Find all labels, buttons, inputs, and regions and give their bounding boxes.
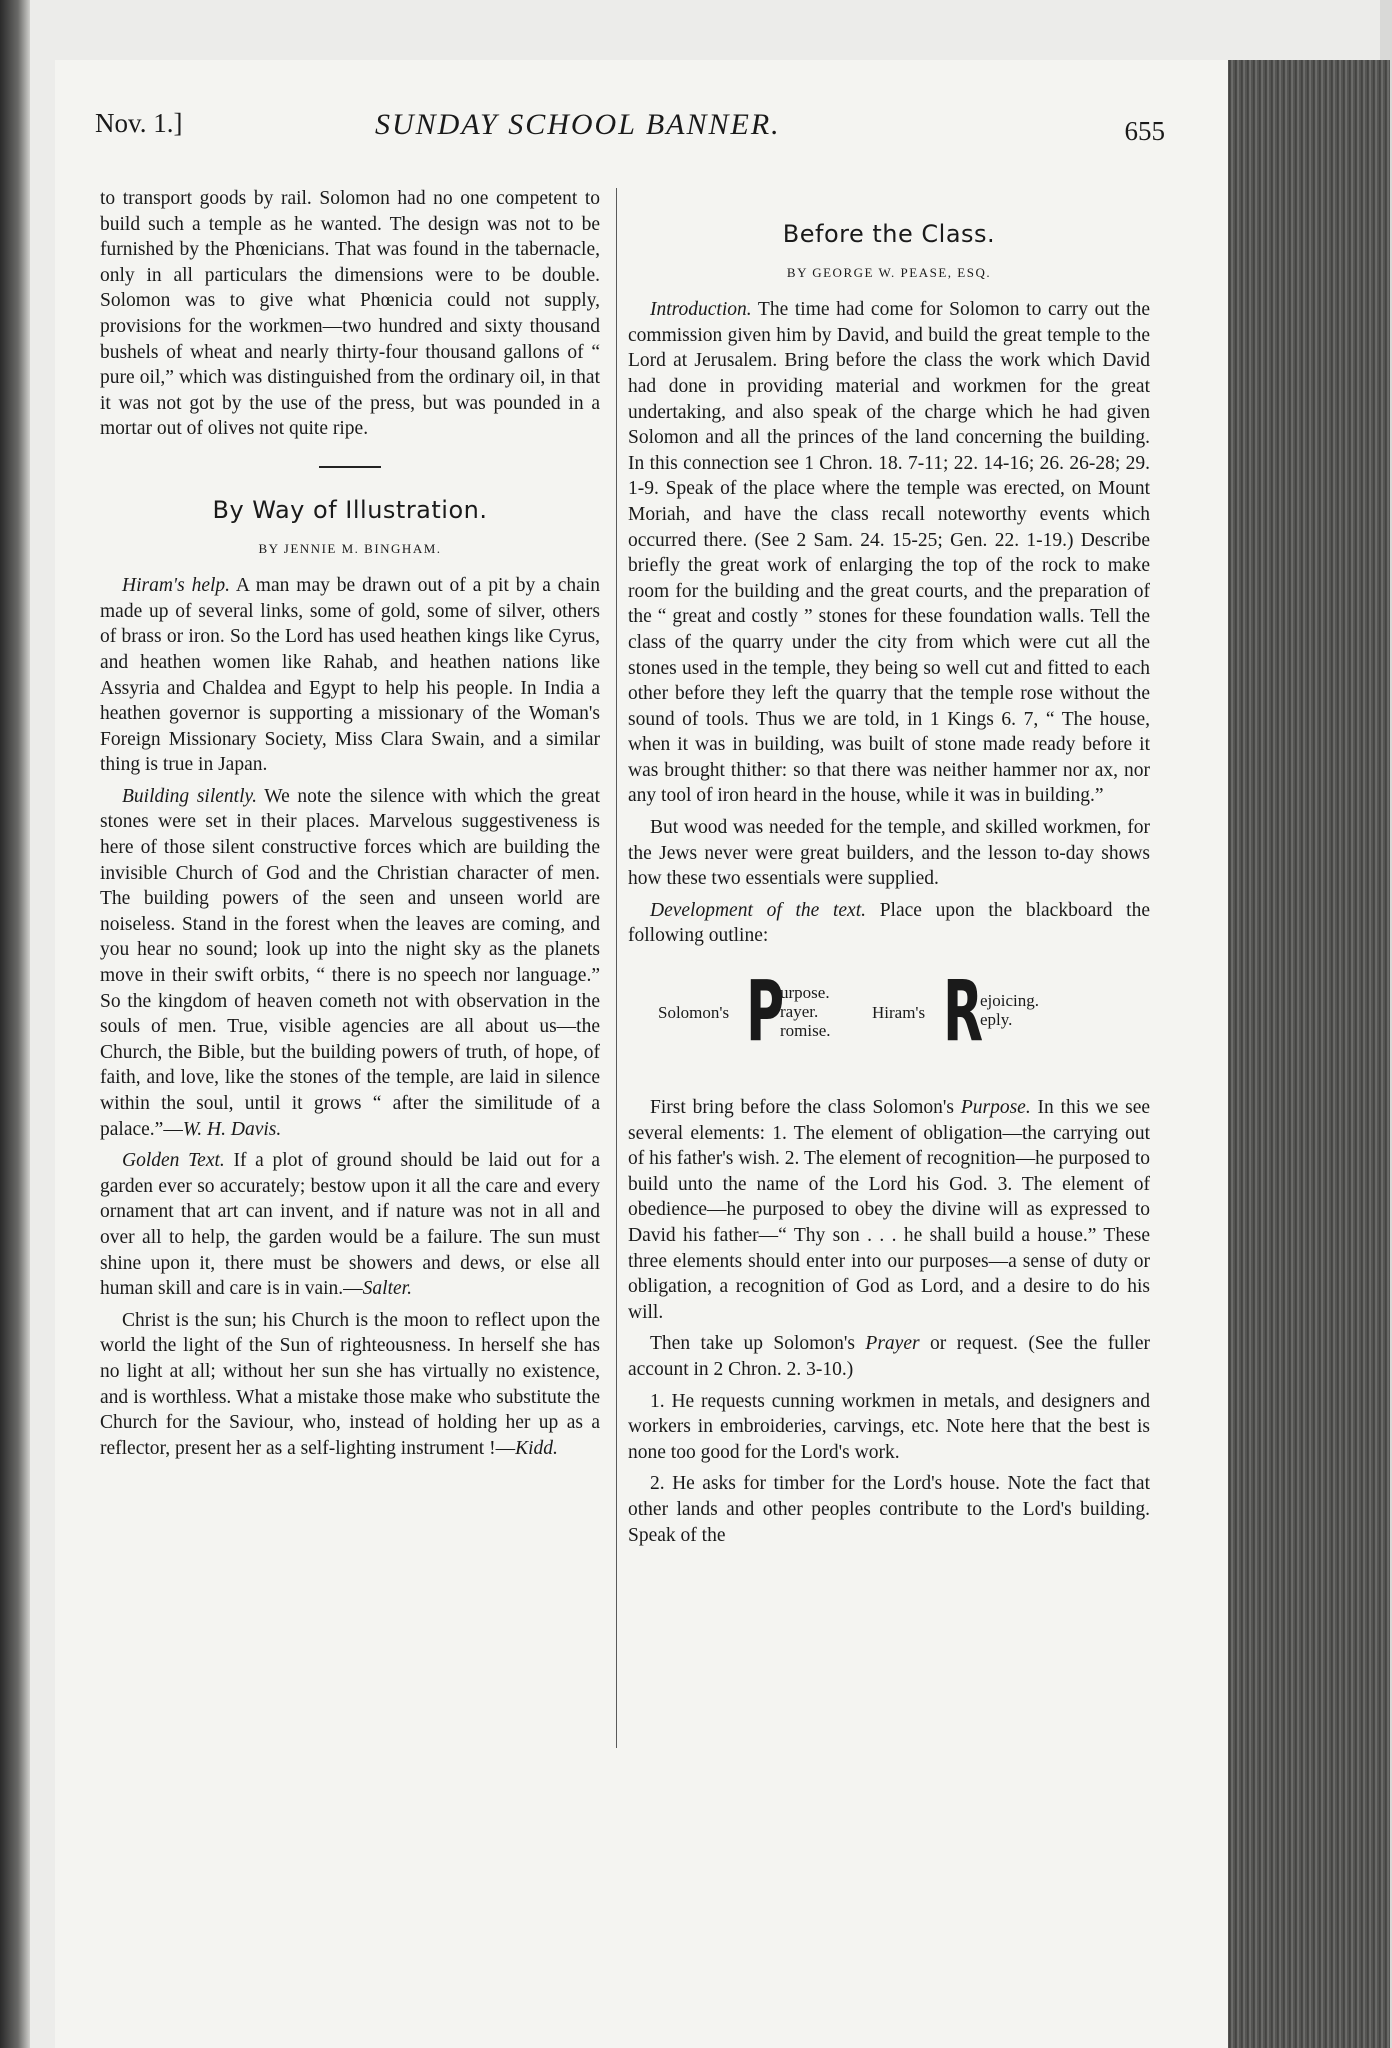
- section-rule: [319, 466, 381, 468]
- paragraph-wood-needed: But wood was needed for the temple, and skilled workmen, for the Jews never were great builders, and the lesson to-day shows how these two essentials were supplied.: [628, 817, 1150, 890]
- attribution: Salter.: [362, 1278, 412, 1300]
- continued-paragraph: to transport goods by rail. Solomon had no one competent to build such a temple as he wanted. The design was not to be furnished by the Phœnicians. That was found in the tabernacle, only in all particulars the dimensions were to be double. Solomon was to give what Phœnicia could not supply, provisions for the workmen—two hundred and sixty thousand bushels of wheat and nearly thirty-four thousand gallons of “ pure oil,” which was distinguished from the ordinary oil, in that it was not got by the use of the press, but was pounded in a mortar out of olives not quite ripe.: [100, 188, 600, 440]
- paragraph-lead: Development of the text.: [650, 899, 866, 921]
- running-header: [95, 108, 1185, 158]
- paragraph-body: We note the silence with which the great stones were set in their places. Marvelous suggestiveness is here of those silent constructive forces which are building the invisible Church of God and the Christian character of men. The building powers of the seen and unseen world are noiseless. Stand in the forest when the leaves are coming, and you hear no sound; look up into the night sky as the planets move in their swift orbits, “ there is no speech nor language.” So the kingdom of heaven cometh not with observation in the souls of men. True, visible agencies are all about us—the Church, the Bible, but the building powers of truth, of hope, of faith, and love, like the stones of the temple, are laid in silence within the soul, until it grows “ after the similitude of a palace.”—: [100, 785, 600, 1140]
- paragraph-purpose: [628, 1095, 1150, 1325]
- paragraph-building-silently: [100, 784, 600, 1142]
- paragraph-body: The time had come for Solomon to carry out the commission given him by David, and build the great temple to the Lord at Jerusalem. Bring before the class the work which David had done in providing material and workmen for the great undertaking, and also speak of the charge which he had given Solomon and all the princes of the land concerning the building. In this connection see 1 Chron. 18. 7-11; 22. 14-16; 26. 26-28; 29. 1-9. Speak of the place where the temple was erected, on Mount Moriah, and have the class recall noteworthy events which occurred there. (See 2 Sam. 24. 15-25; Gen. 22. 1-19.) Describe briefly the great work of enlarging the top of the rock to make room for the building and the great courts, and the preparation of the “ great and costly ” stones for these foundation walls. Tell the class of the quarry under the city from which were cut all the stones used in the temple, they being so well cut and fitted to each other before they left the quarry that the temple rose without the sound of tools. Thus we are told, in 1 Kings 6. 7, “ The house, when it was in building, was built of stone made ready before it was brought thither: so that there was neither hammer nor ax, nor any tool of iron heard in the house, while it was in building.”: [628, 299, 1150, 807]
- paragraph-body: If a plot of ground should be laid out for a garden ever so accurately; bestow upon it all the care and every ornament that art can invent, and if nature was not in all and over all to help, the garden would be a failure. The sun must shine upon it, there must be showers and dews, or else all human skill and care is in vain.—: [100, 1150, 600, 1300]
- paragraph-body: In this we see several elements: 1. The element of obligation—the carrying out of his father's wish. 2. The element of recognition—he purposed to build unto the name of the Lord his God. 3. The element of obedience—he purposed to obey the divine will as expressed to David his father—“ Thy son . . . he shall build a house.” These three elements should enter into our purposes—a sense of duty or obligation, a recognition of God as Lord, and a desire to do his will.: [628, 1097, 1151, 1323]
- paragraph-lead: Introduction.: [650, 299, 752, 321]
- paragraph-request-one: 1. He requests cunning workmen in metals, and designers and workers in embroideries, carvings, etc. Note here that the best is none too good for the Lord's work.: [628, 1390, 1150, 1463]
- section-title-illustration: By Way of Illustration.: [212, 495, 488, 524]
- paragraph-development: [628, 898, 1150, 949]
- outline-words-p: [780, 983, 831, 1040]
- paragraph-golden-text: [100, 1148, 600, 1302]
- blackboard-outline: [628, 963, 1150, 1081]
- byline-pease: BY GEORGE W. PEASE, ESQ.: [786, 264, 992, 280]
- page-number: 655: [1124, 116, 1165, 146]
- book-page-edges: [1228, 60, 1390, 2048]
- paragraph-lead: Building silently.: [122, 785, 257, 807]
- outline-word: rayer.: [780, 1002, 819, 1022]
- outline-word: ejoicing.: [980, 991, 1040, 1011]
- paragraph-body: Place upon the blackboard the following outline:: [628, 899, 1151, 947]
- header-title: SUNDAY SCHOOL BANNER.: [375, 108, 781, 141]
- paragraph-body: A man may be drawn out of a pit by a chain made up of several links, some of gold, some of silver, others of brass or iron. So the Lord has used heathen kings like Cyrus, and heathen women like Rahab, and heathen nations like Assyria and Chaldea and Egypt to help his people. In India a heathen governor is supporting a missionary of the Woman's Foreign Missionary Society, Miss Clara Swain, and a similar thing is true in Japan.: [100, 575, 600, 776]
- header-date: Nov. 1.]: [95, 108, 183, 138]
- outline-word: romise.: [780, 1021, 831, 1041]
- paragraph-christ-is-the-sun: [100, 1308, 600, 1462]
- section-title-before-class: Before the Class.: [782, 220, 996, 248]
- paragraph-hirams-help: [100, 573, 600, 778]
- paragraph-introduction: [628, 297, 1150, 809]
- scan-shadow-left: [0, 0, 30, 2048]
- column-divider: [616, 188, 617, 1748]
- paragraph-body: Christ is the sun; his Church is the moon to reflect upon the world the light of the Sun of righteousness. In herself she has no light at all; without her sun she has virtually no existence, and is worthless. What a mistake those make who substitute the Church for the Saviour, who, instead of holding her up as a reflector, present her as a self-lighting instrument !—: [100, 1309, 600, 1459]
- paragraph-lead: Hiram's help.: [122, 575, 231, 597]
- attribution: W. H. Davis.: [182, 1118, 282, 1140]
- outline-owner-solomon: Solomon's: [658, 1003, 730, 1023]
- right-column: [628, 186, 1150, 1554]
- attribution: Kidd.: [515, 1437, 558, 1459]
- outline-words-r: [980, 991, 1039, 1029]
- outline-letter-p: P: [746, 962, 785, 1061]
- emphasis: Prayer: [865, 1333, 920, 1355]
- paragraph-request-two: 2. He asks for timber for the Lord's house. Note the fact that other lands and other peoples contribute to the Lord's building. Speak of the: [628, 1473, 1150, 1546]
- outline-word: eply.: [980, 1010, 1013, 1030]
- outline-letter-r: R: [943, 962, 984, 1061]
- left-column: [100, 186, 600, 1467]
- paragraph-lead: Golden Text.: [122, 1150, 225, 1172]
- outline-word: urpose.: [780, 983, 830, 1003]
- outline-owner-hiram: Hiram's: [872, 1003, 926, 1023]
- byline-bingham: BY JENNIE M. BINGHAM.: [258, 540, 442, 556]
- paragraph-body: or request. (See the fuller account in 2 Chron. 2. 3-10.): [628, 1333, 1150, 1380]
- emphasis: Purpose.: [960, 1097, 1031, 1119]
- paragraph-body: First bring before the class Solomon's: [650, 1097, 961, 1119]
- paragraph-body: Then take up Solomon's: [650, 1333, 866, 1355]
- paragraph-prayer: [628, 1331, 1150, 1382]
